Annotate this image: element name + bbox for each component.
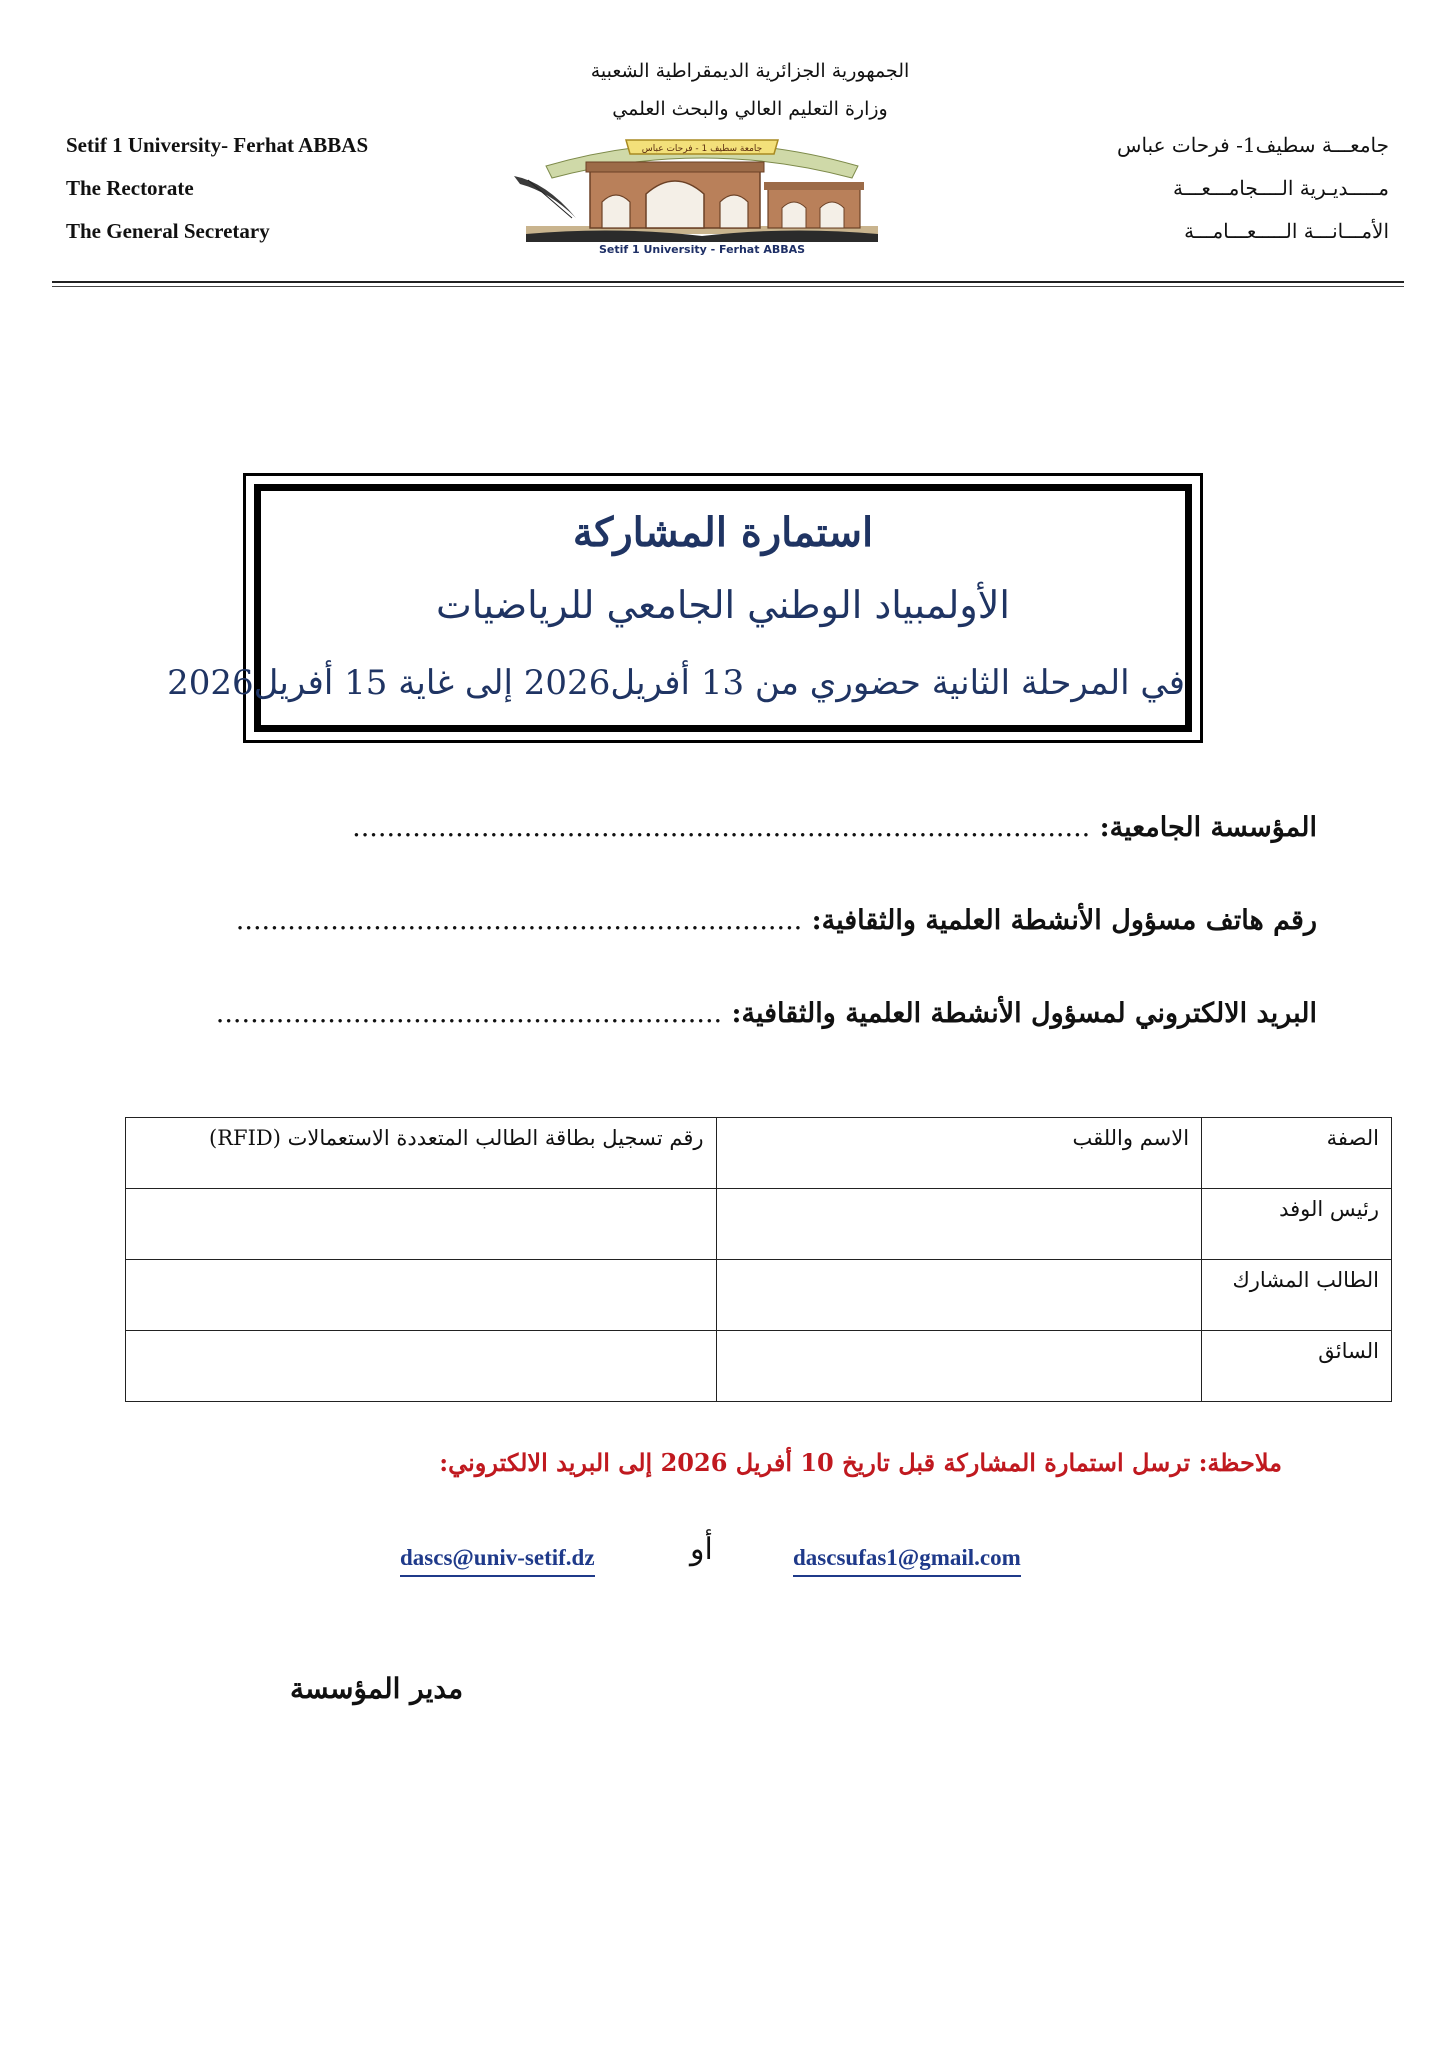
phone-field[interactable]: .................................................................. xyxy=(235,905,803,936)
role-cell: السائق xyxy=(1202,1331,1392,1402)
header-en-secretary: The General Secretary xyxy=(66,219,270,243)
olympiad-title: الأولمبياد الوطني الجامعي للرياضيات xyxy=(436,583,1010,627)
institution-field[interactable]: ...................................................................................... xyxy=(352,812,1091,843)
institution-line xyxy=(352,812,1317,843)
director-signature-label: مدير المؤسسة xyxy=(290,1672,464,1705)
email-label: البريد الالكتروني لمسؤول الأنشطة العلمية والثقافية: xyxy=(731,998,1317,1029)
phone-line xyxy=(236,905,1317,936)
submission-note: ملاحظة: ترسل استمارة المشاركة قبل تاريخ 10 أفريل 2026 إلى البريد الالكتروني: xyxy=(439,1448,1282,1477)
header-republic: الجمهورية الجزائرية الديمقراطية الشعبية xyxy=(590,60,910,82)
or-separator: أو xyxy=(690,1532,713,1567)
header-arabic-block xyxy=(1117,124,1389,253)
header-en-university: Setif 1 University- Ferhat ABBAS xyxy=(66,133,369,157)
header-divider-thick xyxy=(52,281,1404,283)
role-cell: رئيس الوفد xyxy=(1202,1189,1392,1260)
university-logo xyxy=(506,126,898,256)
header-ar-university: جامعـــة سطيف1- فرحات عباس xyxy=(1117,133,1389,157)
rfid-cell[interactable] xyxy=(126,1189,717,1260)
email-field[interactable]: ........................................................... xyxy=(215,998,723,1029)
header-english-block xyxy=(66,124,368,253)
table-header-row xyxy=(126,1118,1392,1189)
table-row xyxy=(126,1331,1392,1402)
header-divider-thin xyxy=(52,286,1404,287)
rfid-cell[interactable] xyxy=(126,1331,717,1402)
role-cell: الطالب المشارك xyxy=(1202,1260,1392,1331)
olympiad-dates: في المرحلة الثانية حضوري من 13 أفريل2026 إلى غاية 15 أفريل2026 xyxy=(167,663,1185,703)
name-cell[interactable] xyxy=(716,1331,1202,1402)
email-line xyxy=(216,998,1317,1029)
header-ministry: وزارة التعليم العالي والبحث العلمي xyxy=(612,98,888,120)
table-row xyxy=(126,1260,1392,1331)
phone-label: رقم هاتف مسؤول الأنشطة العلمية والثقافية: xyxy=(811,905,1317,936)
header-rfid: رقم تسجيل بطاقة الطالب المتعددة الاستعمالات (RFID) xyxy=(126,1118,717,1189)
form-title: استمارة المشاركة xyxy=(572,509,874,556)
header-name: الاسم واللقب xyxy=(716,1118,1202,1189)
title-inner-frame xyxy=(167,484,1192,732)
header-en-rectorate: The Rectorate xyxy=(66,176,194,200)
header-role: الصفة xyxy=(1202,1118,1392,1189)
header-ar-rectorate: مـــــديـرية الــــجامـــعـــة xyxy=(1173,176,1389,200)
secondary-email-link[interactable]: dascs@univ-setif.dz xyxy=(400,1545,595,1577)
logo-banner-text: جامعة سطيف 1 - فرحات عباس xyxy=(641,144,763,154)
header-center-block xyxy=(560,52,940,128)
name-cell[interactable] xyxy=(716,1189,1202,1260)
title-frame xyxy=(167,473,1203,743)
rfid-cell[interactable] xyxy=(126,1260,717,1331)
header-ar-secretary: الأمـــانـــة الـــــعـــامـــة xyxy=(1184,219,1389,243)
name-cell[interactable] xyxy=(716,1260,1202,1331)
primary-email-link[interactable]: dascsufas1@gmail.com xyxy=(793,1545,1021,1577)
table-row xyxy=(126,1189,1392,1260)
logo-caption: Setif 1 University - Ferhat ABBAS xyxy=(598,243,806,256)
institution-label: المؤسسة الجامعية: xyxy=(1099,812,1317,843)
participants-table xyxy=(125,1117,1392,1402)
